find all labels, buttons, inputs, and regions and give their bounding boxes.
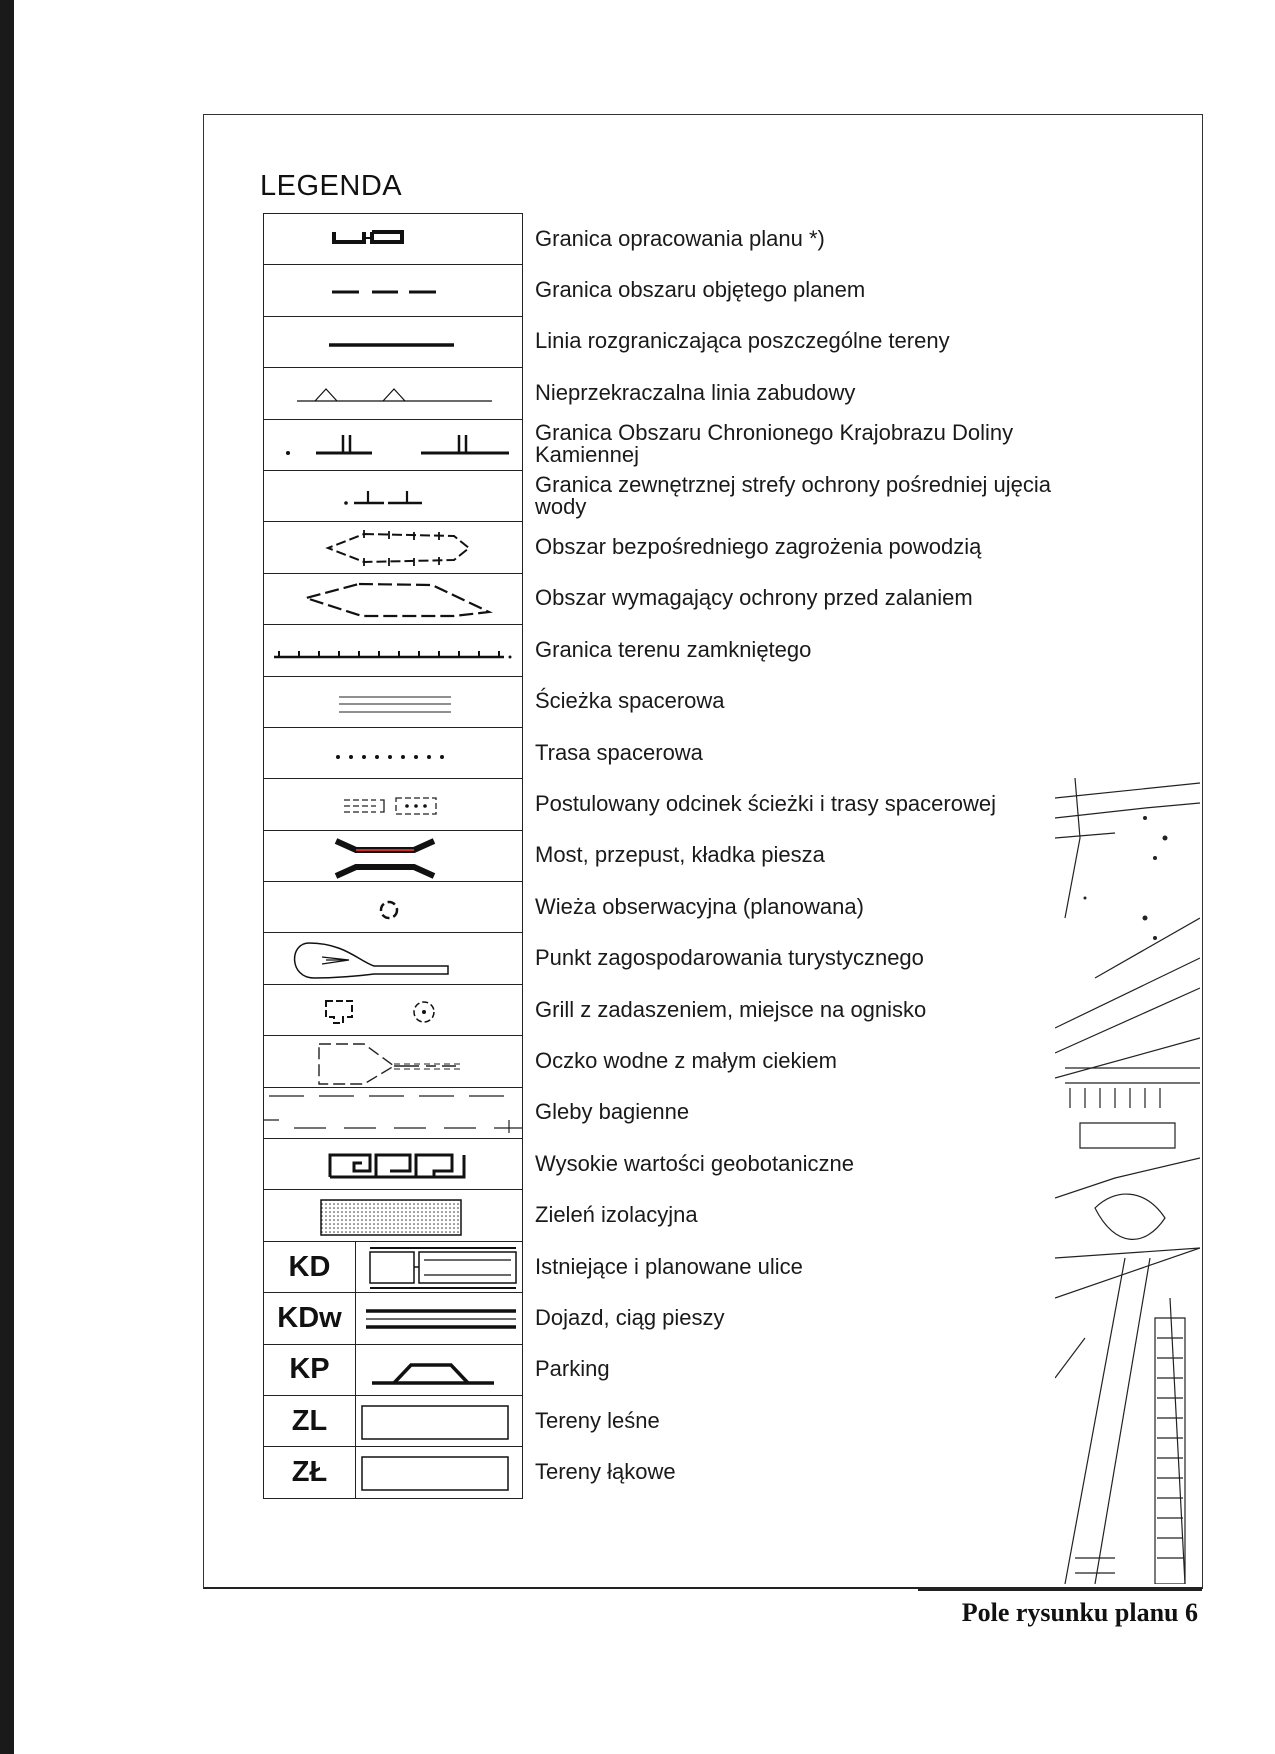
- code-kp: KP: [264, 1345, 356, 1395]
- legend-label: Dojazd, ciąg pieszy: [535, 1304, 725, 1330]
- legend-labels: [535, 213, 1095, 1498]
- flood-protection-symbol: [264, 574, 522, 625]
- closed-area-boundary-symbol: [264, 625, 522, 676]
- code-kdw: KDw: [264, 1293, 356, 1343]
- solid-line-symbol: [264, 317, 522, 368]
- legend-label: Granica terenu zamkniętego: [535, 636, 812, 662]
- legend-label: Grill z zadaszeniem, miejsce na ognisko: [535, 996, 927, 1022]
- tower-symbol: [264, 882, 522, 933]
- meadow-symbol: [264, 1447, 522, 1498]
- geobotanical-symbol: [264, 1139, 522, 1190]
- legend-label: Istniejące i planowane ulice: [535, 1253, 803, 1279]
- legend-label: Linia rozgraniczająca poszczególne tereny: [535, 328, 950, 354]
- legend-label: Trasa spacerowa: [535, 739, 703, 765]
- pond-symbol: [264, 1036, 522, 1087]
- legend-label: Wieża obserwacyjna (planowana): [535, 893, 864, 919]
- triangle-line-symbol: [264, 368, 522, 419]
- legend-label: Gleby bagienne: [535, 1099, 690, 1125]
- legend-label: Ścieżka spacerowa: [535, 688, 725, 714]
- green-isolation-symbol: [264, 1190, 522, 1241]
- legend-label: Tereny leśne: [535, 1407, 660, 1433]
- bridge-symbol: [264, 831, 522, 882]
- legend-label: Zieleń izolacyjna: [535, 1202, 698, 1228]
- legend-label: Granica zewnętrznej strefy ochrony pośredniej ujęcia wody: [535, 471, 1052, 519]
- code-zl: ZL: [264, 1396, 356, 1446]
- legend-label: Wysokie wartości geobotaniczne: [535, 1150, 854, 1176]
- legend-symbol-column: [263, 213, 523, 1499]
- tick-line-symbol: [264, 471, 522, 522]
- legend-label: Obszar bezpośredniego zagrożenia powodzią: [535, 534, 982, 560]
- forest-symbol: [264, 1396, 522, 1447]
- dashed-line-symbol: [264, 265, 522, 316]
- code-kd: KD: [264, 1242, 356, 1292]
- dotted-route-symbol: [264, 728, 522, 779]
- legend-label: Oczko wodne z małym ciekiem: [535, 1047, 837, 1073]
- footer-rule: [918, 1588, 1202, 1591]
- legend-label: Granica obszaru objętego planem: [535, 277, 866, 303]
- marsh-soil-symbol: [264, 1088, 522, 1139]
- flood-zone-symbol: [264, 522, 522, 573]
- legend-label: Nieprzekraczalna linia zabudowy: [535, 379, 856, 405]
- footpath-symbol: [264, 677, 522, 728]
- tourist-point-symbol: [264, 933, 522, 984]
- grill-symbol: [264, 985, 522, 1036]
- legend-label: Obszar wymagający ochrony przed zalaniem: [535, 585, 973, 611]
- parking-symbol: [264, 1345, 522, 1396]
- planning-boundary-symbol: [264, 214, 522, 265]
- footer-caption: Pole rysunku planu 6: [961, 1598, 1198, 1627]
- map-fragment: [1055, 778, 1200, 1584]
- street-symbol: [264, 1242, 522, 1293]
- access-road-symbol: [264, 1293, 522, 1344]
- code-zl-meadow: ZŁ: [264, 1447, 356, 1497]
- legend-label: Most, przepust, kładka piesza: [535, 842, 825, 868]
- legend-label: Parking: [535, 1356, 610, 1382]
- legend-label: Tereny łąkowe: [535, 1459, 676, 1485]
- legend-title: LEGENDA: [260, 170, 403, 202]
- legend-label: Punkt zagospodarowania turystycznego: [535, 945, 924, 971]
- legend-label: Granica Obszaru Chronionego Krajobrazu Doliny Kamiennej: [535, 420, 1014, 468]
- double-tick-line-symbol: [264, 420, 522, 471]
- proposed-path-symbol: [264, 779, 522, 830]
- scan-edge: [0, 0, 14, 1754]
- legend-label: Postulowany odcinek ścieżki i trasy spacerowej: [535, 790, 996, 816]
- legend-label: Granica opracowania planu *): [535, 225, 825, 251]
